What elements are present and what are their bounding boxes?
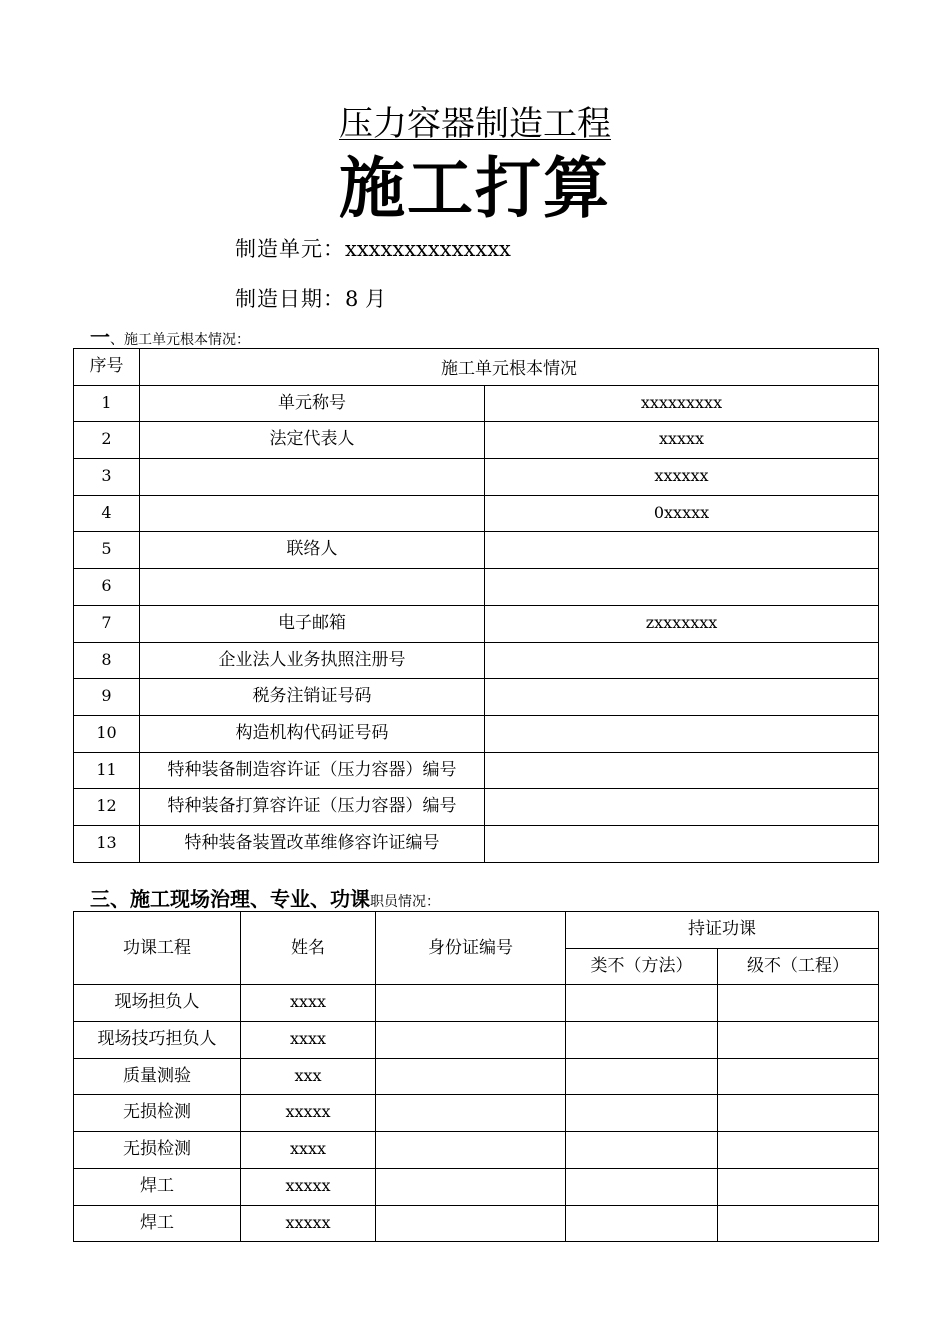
row-index: 13 bbox=[74, 825, 140, 862]
personnel-id bbox=[376, 1095, 566, 1132]
document-subtitle: 压力容器制造工程 bbox=[339, 104, 611, 144]
row-label: 联络人 bbox=[140, 532, 485, 569]
table-row bbox=[74, 569, 879, 606]
table-row bbox=[74, 605, 879, 642]
personnel-level bbox=[718, 1022, 879, 1059]
personnel-category bbox=[566, 1205, 718, 1242]
personnel-category bbox=[566, 1095, 718, 1132]
section1-heading-text: 、施工单元根本情况： bbox=[110, 332, 250, 348]
section3-heading bbox=[90, 888, 440, 913]
table-row bbox=[74, 532, 879, 569]
row-index: 7 bbox=[74, 605, 140, 642]
row-label bbox=[140, 459, 485, 496]
personnel-project: 无损检测 bbox=[74, 1095, 241, 1132]
row-label: 税务注销证号码 bbox=[140, 679, 485, 716]
personnel-project: 现场担负人 bbox=[74, 985, 241, 1022]
row-index: 6 bbox=[74, 569, 140, 606]
personnel-level bbox=[718, 1205, 879, 1242]
row-index: 2 bbox=[74, 422, 140, 459]
personnel-level bbox=[718, 1058, 879, 1095]
table-row bbox=[74, 1058, 879, 1095]
table-row bbox=[74, 825, 879, 862]
personnel-id bbox=[376, 1058, 566, 1095]
manufacturing-date-line bbox=[235, 284, 386, 314]
row-value bbox=[485, 532, 879, 569]
row-label: 电子邮箱 bbox=[140, 605, 485, 642]
row-value bbox=[485, 642, 879, 679]
personnel-id bbox=[376, 1205, 566, 1242]
header-content: 施工单元根本情况 bbox=[140, 349, 879, 386]
header-level: 级不（工程） bbox=[718, 948, 879, 985]
personnel-level bbox=[718, 1132, 879, 1169]
personnel-id bbox=[376, 1022, 566, 1059]
personnel-category bbox=[566, 1022, 718, 1059]
row-value: xxxxxx bbox=[485, 459, 879, 496]
row-label: 企业法人业务执照注册号 bbox=[140, 642, 485, 679]
table-row bbox=[74, 422, 879, 459]
personnel-category bbox=[566, 1132, 718, 1169]
table-row bbox=[74, 715, 879, 752]
row-label bbox=[140, 495, 485, 532]
table-row bbox=[74, 752, 879, 789]
personnel-category bbox=[566, 1058, 718, 1095]
row-value: 0xxxxx bbox=[485, 495, 879, 532]
table-header-row bbox=[74, 349, 879, 386]
row-index: 10 bbox=[74, 715, 140, 752]
personnel-id bbox=[376, 1132, 566, 1169]
row-value: xxxxxxxxx bbox=[485, 385, 879, 422]
table-row bbox=[74, 1168, 879, 1205]
personnel-category bbox=[566, 1168, 718, 1205]
table-row bbox=[74, 679, 879, 716]
row-value bbox=[485, 789, 879, 826]
personnel-project: 焊工 bbox=[74, 1205, 241, 1242]
personnel-project: 现场技巧担负人 bbox=[74, 1022, 241, 1059]
manufacturing-date-value: 8 月 bbox=[345, 287, 387, 311]
header-name: 姓名 bbox=[241, 912, 376, 985]
header-certificate: 持证功课 bbox=[566, 912, 879, 949]
row-index: 5 bbox=[74, 532, 140, 569]
row-label bbox=[140, 569, 485, 606]
personnel-id bbox=[376, 985, 566, 1022]
manufacturing-unit-value: xxxxxxxxxxxxxx bbox=[345, 237, 511, 261]
table-row bbox=[74, 1095, 879, 1132]
row-value bbox=[485, 569, 879, 606]
header-category: 类不（方法） bbox=[566, 948, 718, 985]
personnel-name: xxxx bbox=[241, 1022, 376, 1059]
table-row bbox=[74, 789, 879, 826]
header-id-number: 身份证编号 bbox=[376, 912, 566, 985]
row-label: 特种装备装置改革维修容许证编号 bbox=[140, 825, 485, 862]
personnel-name: xxxx bbox=[241, 1132, 376, 1169]
row-value bbox=[485, 715, 879, 752]
table-row bbox=[74, 1022, 879, 1059]
row-index: 3 bbox=[74, 459, 140, 496]
row-index: 1 bbox=[74, 385, 140, 422]
personnel-table bbox=[73, 911, 879, 1242]
personnel-category bbox=[566, 985, 718, 1022]
row-value: zxxxxxxx bbox=[485, 605, 879, 642]
table-row bbox=[74, 642, 879, 679]
table-row bbox=[74, 385, 879, 422]
row-label: 特种装备制造容许证（压力容器）编号 bbox=[140, 752, 485, 789]
row-index: 4 bbox=[74, 495, 140, 532]
personnel-name: xxxxx bbox=[241, 1095, 376, 1132]
manufacturing-date-label: 制造日期： bbox=[235, 287, 345, 311]
manufacturing-unit-line bbox=[235, 234, 511, 264]
personnel-name: xxx bbox=[241, 1058, 376, 1095]
section1-heading-number: 一 bbox=[90, 325, 110, 349]
row-value: xxxxx bbox=[485, 422, 879, 459]
personnel-project: 无损检测 bbox=[74, 1132, 241, 1169]
unit-info-table bbox=[73, 348, 879, 863]
row-value bbox=[485, 752, 879, 789]
row-index: 12 bbox=[74, 789, 140, 826]
row-index: 11 bbox=[74, 752, 140, 789]
personnel-level bbox=[718, 985, 879, 1022]
manufacturing-unit-label: 制造单元： bbox=[235, 237, 345, 261]
personnel-name: xxxxx bbox=[241, 1168, 376, 1205]
header-index: 序号 bbox=[74, 349, 140, 386]
row-label: 特种装备打算容许证（压力容器）编号 bbox=[140, 789, 485, 826]
row-value bbox=[485, 679, 879, 716]
personnel-name: xxxxx bbox=[241, 1205, 376, 1242]
personnel-level bbox=[718, 1095, 879, 1132]
table-row bbox=[74, 1205, 879, 1242]
section3-heading-strong: 三、施工现场治理、专业、功课 bbox=[90, 887, 370, 911]
row-label: 法定代表人 bbox=[140, 422, 485, 459]
personnel-name: xxxx bbox=[241, 985, 376, 1022]
row-label: 单元称号 bbox=[140, 385, 485, 422]
section3-heading-text: 职员情况： bbox=[370, 894, 440, 910]
personnel-project: 焊工 bbox=[74, 1168, 241, 1205]
table-row bbox=[74, 985, 879, 1022]
row-index: 8 bbox=[74, 642, 140, 679]
document-title: 施工打算 bbox=[339, 149, 611, 227]
row-value bbox=[485, 825, 879, 862]
personnel-project: 质量测验 bbox=[74, 1058, 241, 1095]
table-row bbox=[74, 1132, 879, 1169]
table-row bbox=[74, 495, 879, 532]
header-project: 功课工程 bbox=[74, 912, 241, 985]
personnel-id bbox=[376, 1168, 566, 1205]
personnel-header-row-1 bbox=[74, 912, 879, 949]
personnel-level bbox=[718, 1168, 879, 1205]
row-index: 9 bbox=[74, 679, 140, 716]
row-label: 构造机构代码证号码 bbox=[140, 715, 485, 752]
table-row bbox=[74, 459, 879, 496]
